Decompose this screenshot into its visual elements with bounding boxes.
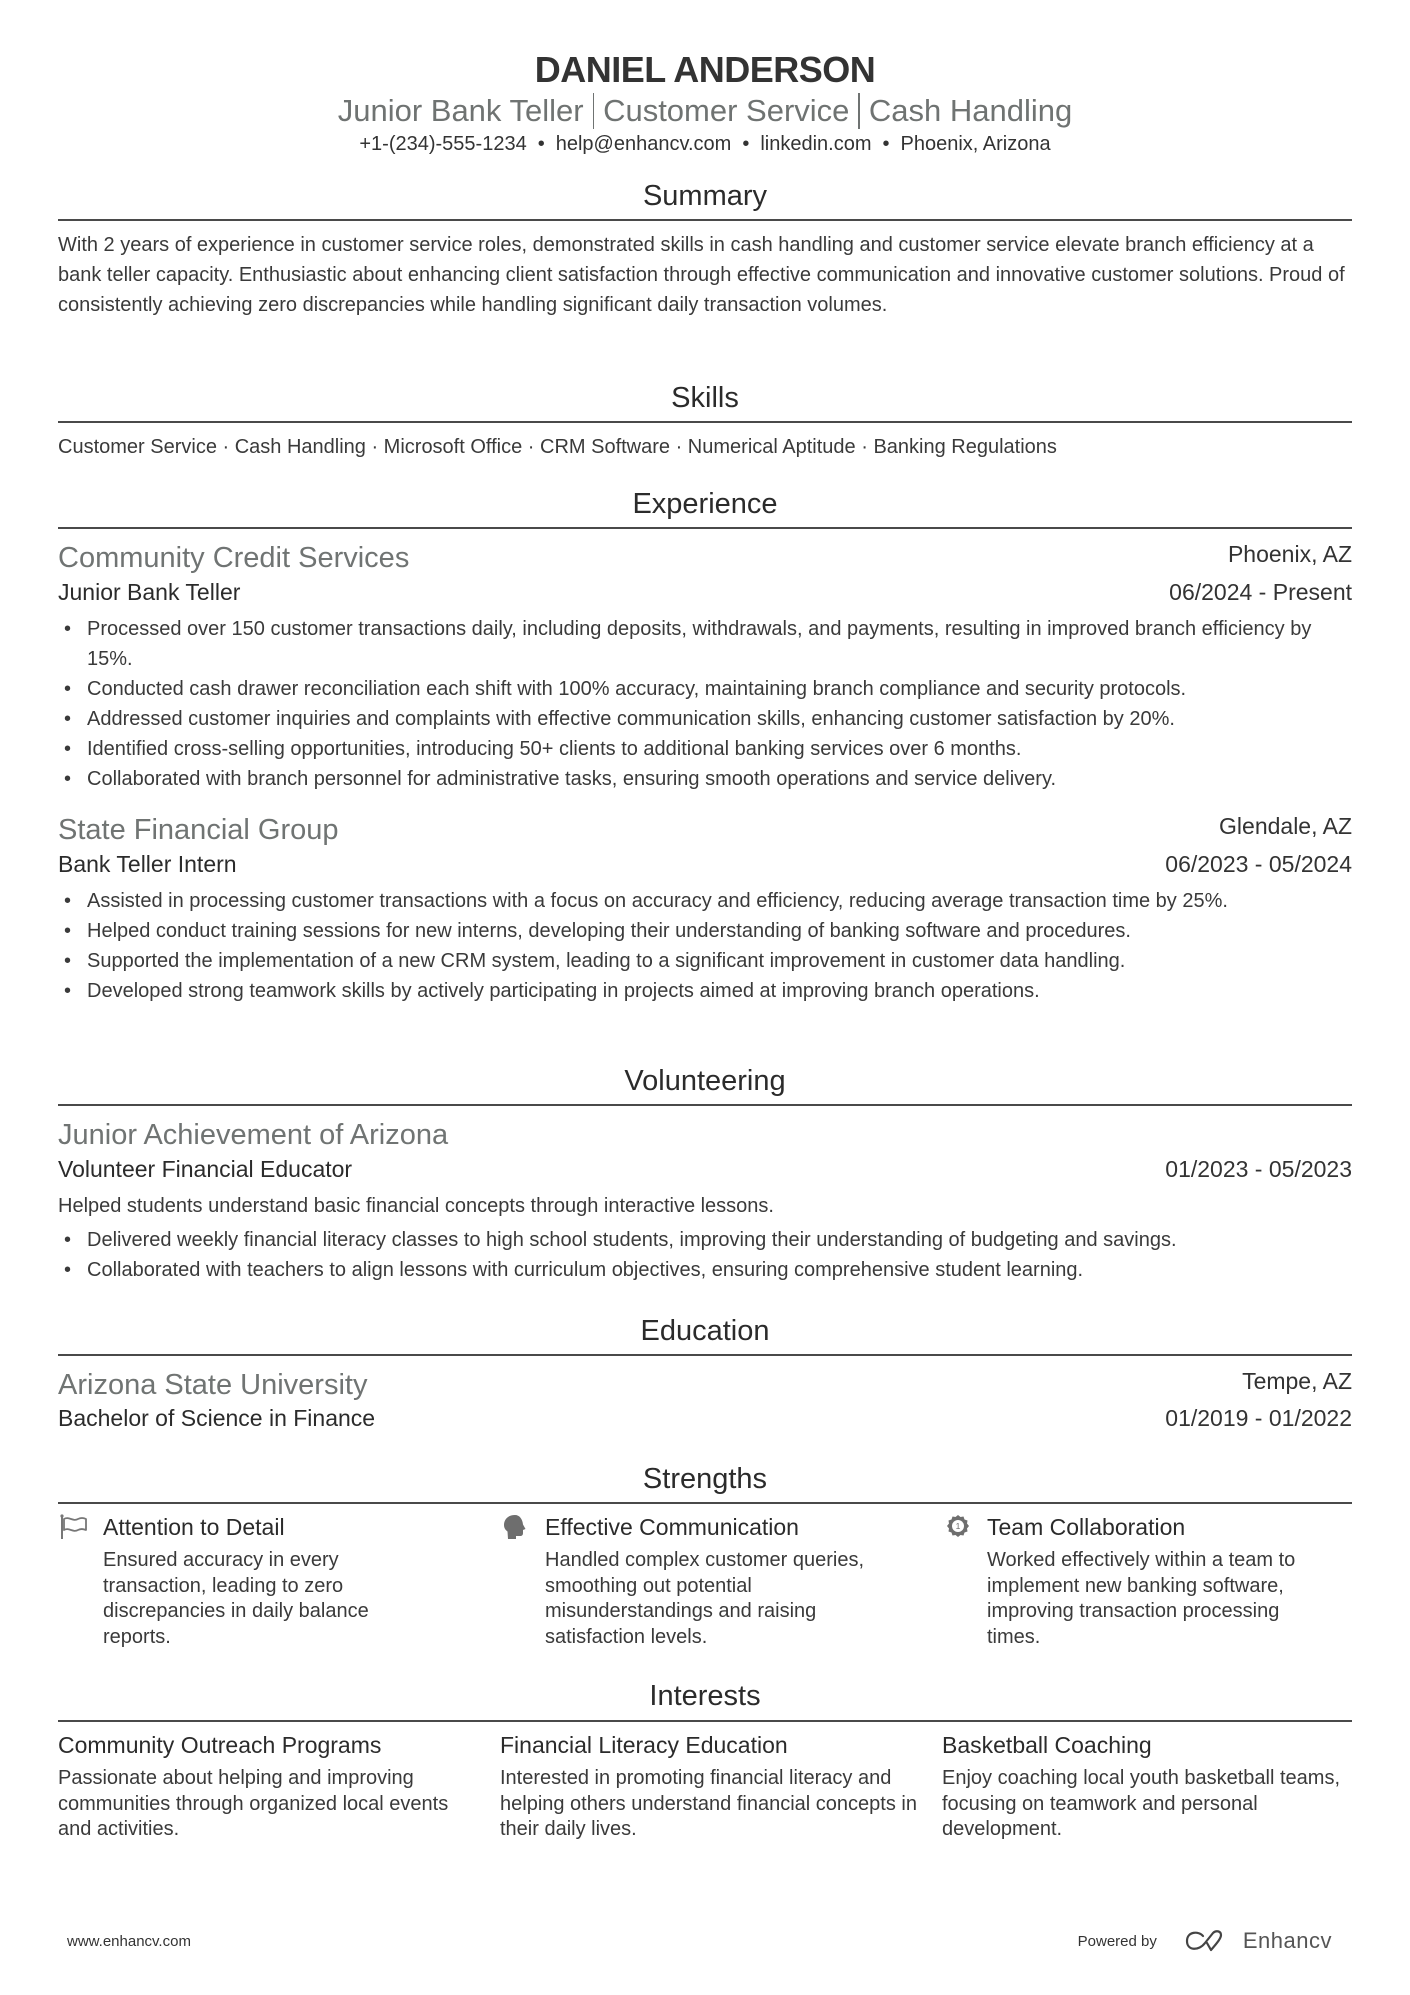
summary-text: With 2 years of experience in customer service roles, demonstrated skills in cash handling and customer service elevate branch efficiency at a bank teller capacity. Enthusiastic about enhancing client satisfaction through effective communication and innovative customer solutions. Proud of consistently achieving zero discrepancies while handling significant daily transaction volumes. bbox=[58, 234, 1345, 316]
bullet-text: Delivered weekly financial literacy classes to high school students, improving their understanding of budgeting and savings. bbox=[87, 1229, 1177, 1251]
job-bullets bbox=[58, 886, 1352, 1006]
contact-location: Phoenix, Arizona bbox=[900, 133, 1051, 155]
bullet-item bbox=[58, 976, 1352, 1006]
bullet-item bbox=[58, 674, 1352, 704]
headline-divider bbox=[858, 93, 860, 129]
volunteer-description: Helped students understand basic financial concepts through interactive lessons. bbox=[58, 1195, 774, 1217]
job-location: Phoenix, AZ bbox=[1227, 541, 1352, 567]
section-divider bbox=[58, 1502, 1352, 1504]
volunteer-dates: 01/2023 - 05/2023 bbox=[1165, 1156, 1352, 1182]
section-divider bbox=[58, 1720, 1352, 1722]
section-divider bbox=[58, 421, 1352, 423]
strength-title: Team Collaboration bbox=[987, 1514, 1186, 1540]
job-dates: 06/2023 - 05/2024 bbox=[1165, 851, 1352, 877]
section-title-strengths: Strengths bbox=[642, 1463, 768, 1495]
section-title-experience: Experience bbox=[632, 488, 778, 520]
flag-icon bbox=[60, 1514, 88, 1540]
job-title: Bank Teller Intern bbox=[58, 851, 237, 877]
section-divider bbox=[58, 1354, 1352, 1356]
section-title-summary: Summary bbox=[642, 180, 768, 212]
bullet-icon: • bbox=[64, 920, 72, 942]
enhancv-logo-icon bbox=[1183, 1929, 1233, 1953]
contact-linkedin[interactable]: linkedin.com bbox=[760, 133, 872, 155]
company-name: State Financial Group bbox=[58, 814, 339, 846]
bullet-item bbox=[58, 704, 1352, 734]
contact-line bbox=[58, 130, 1352, 158]
headline-title-1: Junior Bank Teller bbox=[337, 93, 584, 128]
degree: Bachelor of Science in Finance bbox=[58, 1405, 376, 1431]
bullet-text: Assisted in processing customer transactions with a focus on accuracy and efficiency, reducing average transaction time by 25%. bbox=[87, 890, 1228, 912]
section-title-skills: Skills bbox=[671, 382, 739, 414]
school-location: Tempe, AZ bbox=[1242, 1368, 1352, 1394]
bullet-item bbox=[58, 1225, 1352, 1255]
strength-description: Ensured accuracy in every transaction, leading to zero discrepancies in daily balance reports. bbox=[103, 1549, 369, 1648]
head-icon bbox=[502, 1514, 530, 1540]
enhancv-brand-name: Enhancv bbox=[1242, 1928, 1332, 1953]
svg-text:1: 1 bbox=[955, 1521, 961, 1532]
job-location: Glendale, AZ bbox=[1219, 813, 1352, 839]
strength-description: Worked effectively within a team to implement new banking software, improving transaction processing times. bbox=[987, 1549, 1296, 1648]
strength-description: Handled complex customer queries, smoothing out potential misunderstandings and raising satisfaction levels. bbox=[545, 1549, 865, 1648]
bullet-item bbox=[58, 734, 1352, 764]
bullet-icon: • bbox=[64, 980, 72, 1002]
interest-title: Community Outreach Programs bbox=[58, 1732, 382, 1758]
bullet-item bbox=[58, 946, 1352, 976]
bullet-icon: • bbox=[64, 1229, 72, 1251]
organization-name: Junior Achievement of Arizona bbox=[58, 1119, 449, 1151]
strength-title: Effective Communication bbox=[545, 1514, 799, 1540]
job-bullets bbox=[58, 614, 1352, 794]
footer-website-link[interactable]: www.enhancv.com bbox=[67, 1933, 191, 1950]
bullet-text: Addressed customer inquiries and complaints with effective communication skills, enhancing customer satisfaction by 20%. bbox=[87, 708, 1175, 730]
bullet-icon: • bbox=[64, 890, 72, 912]
section-divider bbox=[58, 527, 1352, 529]
bullet-text: Collaborated with branch personnel for administrative tasks, ensuring smooth operations and service delivery. bbox=[87, 768, 1057, 790]
bullet-icon: • bbox=[64, 708, 72, 730]
job-dates: 06/2024 - Present bbox=[1169, 579, 1352, 605]
award-ribbon-icon bbox=[944, 1514, 972, 1540]
bullet-text: Developed strong teamwork skills by actively participating in projects aimed at improving branch operations. bbox=[87, 980, 1040, 1002]
company-name: Community Credit Services bbox=[58, 542, 410, 574]
section-title-volunteering: Volunteering bbox=[624, 1065, 786, 1097]
bullet-icon: • bbox=[64, 950, 72, 972]
skills-list: Customer Service · Cash Handling · Microsoft Office · CRM Software · Numerical Aptitude · Banking Regulations bbox=[58, 436, 1057, 458]
headline-title-3: Cash Handling bbox=[868, 93, 1073, 128]
resume-header bbox=[58, 48, 1352, 158]
school-name: Arizona State University bbox=[58, 1369, 368, 1401]
candidate-name: DANIEL ANDERSON bbox=[534, 49, 876, 90]
bullet-text: Conducted cash drawer reconciliation each shift with 100% accuracy, maintaining branch compliance and security protocols. bbox=[87, 678, 1187, 700]
headline-divider bbox=[593, 93, 595, 129]
section-title-interests: Interests bbox=[649, 1680, 761, 1712]
interest-description: Enjoy coaching local youth basketball teams, focusing on teamwork and personal development. bbox=[942, 1767, 1341, 1840]
bullet-text: Identified cross-selling opportunities, introducing 50+ clients to additional banking services over 6 months. bbox=[87, 738, 1022, 760]
bullet-text: Processed over 150 customer transactions daily, including deposits, withdrawals, and payments, resulting in improved branch efficiency by 15%. bbox=[87, 618, 1312, 670]
bullet-text: Supported the implementation of a new CRM system, leading to a significant improvement in customer data handling. bbox=[87, 950, 1126, 972]
interest-title: Financial Literacy Education bbox=[500, 1732, 788, 1758]
contact-separator: • bbox=[882, 133, 890, 155]
contact-separator: • bbox=[537, 133, 545, 155]
powered-by-badge[interactable] bbox=[1078, 1928, 1332, 1954]
bullet-item bbox=[58, 614, 1352, 674]
contact-separator: • bbox=[742, 133, 750, 155]
section-title-education: Education bbox=[640, 1315, 770, 1347]
bullet-item bbox=[58, 1255, 1352, 1285]
bullet-icon: • bbox=[64, 618, 72, 640]
bullet-text: Collaborated with teachers to align lessons with curriculum objectives, ensuring comprehensive student learning. bbox=[87, 1259, 1084, 1281]
bullet-item bbox=[58, 886, 1352, 916]
bullet-icon: • bbox=[64, 1259, 72, 1281]
bullet-item bbox=[58, 916, 1352, 946]
interest-title: Basketball Coaching bbox=[942, 1732, 1152, 1758]
bullet-icon: • bbox=[64, 678, 72, 700]
bullet-item bbox=[58, 764, 1352, 794]
strength-title: Attention to Detail bbox=[103, 1514, 285, 1540]
bullet-icon: • bbox=[64, 738, 72, 760]
bullet-text: Helped conduct training sessions for new interns, developing their understanding of banking software and procedures. bbox=[87, 920, 1131, 942]
section-divider bbox=[58, 1104, 1352, 1106]
bullet-icon: • bbox=[64, 768, 72, 790]
interest-description: Passionate about helping and improving communities through organized local events and activities. bbox=[58, 1767, 449, 1840]
section-divider bbox=[58, 219, 1352, 221]
education-dates: 01/2019 - 01/2022 bbox=[1165, 1405, 1352, 1431]
powered-by-label: Powered by bbox=[1077, 1932, 1157, 1950]
headline-title-2: Customer Service bbox=[603, 93, 850, 128]
job-title: Junior Bank Teller bbox=[58, 579, 241, 605]
volunteer-role: Volunteer Financial Educator bbox=[58, 1156, 353, 1182]
contact-phone[interactable]: +1-(234)-555-1234 bbox=[359, 133, 527, 155]
headline bbox=[58, 92, 1352, 130]
contact-email[interactable]: help@enhancv.com bbox=[555, 133, 732, 155]
volunteer-bullets bbox=[58, 1225, 1352, 1285]
interest-description: Interested in promoting financial literacy and helping others understand financial concepts in their daily lives. bbox=[500, 1767, 917, 1840]
